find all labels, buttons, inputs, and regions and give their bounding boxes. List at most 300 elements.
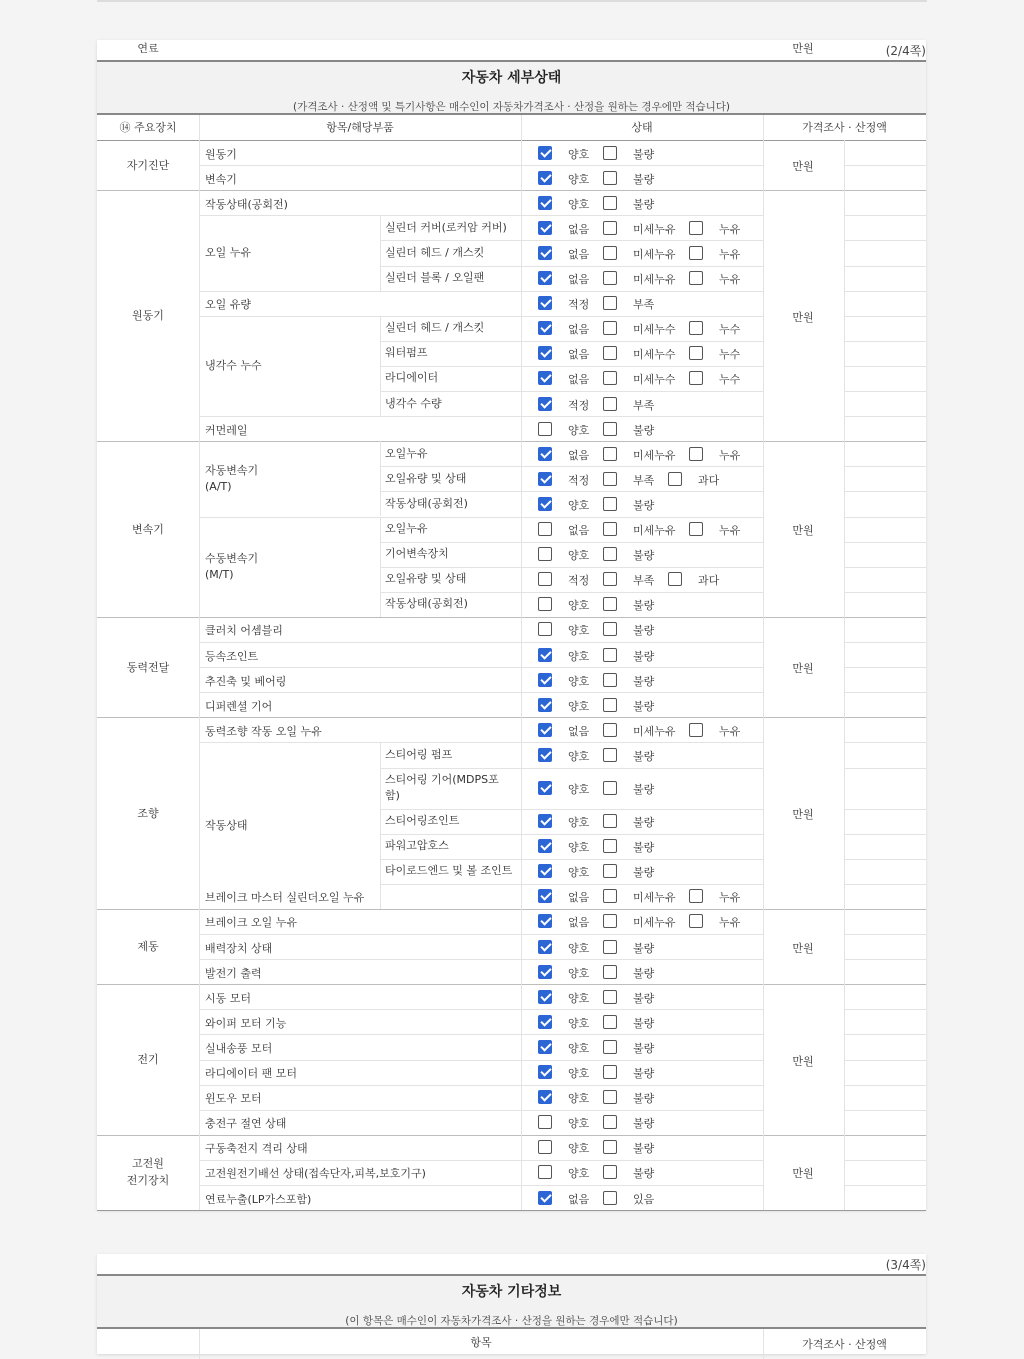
status-option-label: 불량 bbox=[633, 941, 655, 955]
price-unit: 만원 bbox=[792, 662, 814, 676]
status-option-label: 없음 bbox=[568, 448, 590, 462]
row-divider bbox=[199, 934, 763, 935]
header-bottom-line bbox=[97, 140, 926, 141]
status-option-label: 누유 bbox=[719, 891, 741, 905]
page-number: (2/4쪽) bbox=[885, 44, 926, 58]
row-divider bbox=[199, 1009, 763, 1010]
status-checkbox[interactable] bbox=[603, 597, 617, 611]
status-checkbox[interactable] bbox=[689, 522, 703, 536]
status-checkbox[interactable] bbox=[538, 321, 552, 335]
price-row-divider bbox=[844, 592, 926, 593]
group-label: 자동변속기 (A/T) bbox=[205, 463, 259, 493]
status-option-label: 불량 bbox=[633, 549, 655, 563]
section-name: 변속기 bbox=[132, 522, 164, 536]
row-divider bbox=[199, 416, 763, 417]
price-row-divider bbox=[844, 291, 926, 292]
price-row-divider bbox=[844, 366, 926, 367]
status-checkbox[interactable] bbox=[603, 723, 617, 737]
row-divider bbox=[380, 592, 763, 593]
section-name: 원동기 bbox=[132, 309, 164, 323]
status-option-label: 양호 bbox=[568, 749, 590, 763]
price-unit: 만원 bbox=[792, 808, 814, 822]
status-option-label: 불량 bbox=[633, 423, 655, 437]
status-checkbox[interactable] bbox=[603, 673, 617, 687]
price-row-divider bbox=[844, 266, 926, 267]
status-option-label: 미세누유 bbox=[633, 891, 676, 905]
status-checkbox[interactable] bbox=[538, 864, 552, 878]
status-checkbox[interactable] bbox=[538, 146, 552, 160]
status-checkbox[interactable] bbox=[538, 346, 552, 360]
price-row-divider bbox=[844, 1185, 926, 1186]
status-option-label: 미세누유 bbox=[633, 273, 676, 287]
status-checkbox[interactable] bbox=[538, 497, 552, 511]
status-checkbox[interactable] bbox=[689, 914, 703, 928]
sub-item-label: 작동상태(공회전) bbox=[385, 597, 468, 611]
sub-item-label: 워터펌프 bbox=[385, 346, 428, 360]
status-checkbox[interactable] bbox=[603, 748, 617, 762]
sub-item-label: 실린더 블록 / 오일팬 bbox=[385, 271, 485, 285]
page-2 bbox=[97, 40, 926, 1210]
status-option-label: 불량 bbox=[633, 599, 655, 613]
status-checkbox[interactable] bbox=[603, 146, 617, 160]
status-option-label: 양호 bbox=[568, 699, 590, 713]
status-checkbox[interactable] bbox=[603, 1090, 617, 1104]
status-option-label: 없음 bbox=[568, 1192, 590, 1206]
status-checkbox[interactable] bbox=[538, 814, 552, 828]
item-label: 브레이크 오일 누유 bbox=[205, 916, 298, 930]
status-checkbox[interactable] bbox=[538, 673, 552, 687]
status-checkbox[interactable] bbox=[603, 814, 617, 828]
status-option-label: 불량 bbox=[633, 816, 655, 830]
section-subtitle: (가격조사 · 산정액 및 특기사항은 매수인이 자동차가격조사 · 산정을 원하는 경우에만 적습니다) bbox=[292, 101, 730, 113]
status-checkbox[interactable] bbox=[668, 472, 682, 486]
row-divider bbox=[199, 642, 763, 643]
row-divider bbox=[199, 1085, 763, 1086]
price-row-divider bbox=[844, 934, 926, 935]
status-option-label: 불량 bbox=[633, 674, 655, 688]
status-checkbox[interactable] bbox=[603, 990, 617, 1004]
status-option-label: 미세누유 bbox=[633, 247, 676, 261]
status-checkbox[interactable] bbox=[538, 1065, 552, 1079]
status-option-label: 양호 bbox=[568, 1016, 590, 1030]
row-divider bbox=[380, 809, 763, 810]
status-option-label: 미세누유 bbox=[633, 524, 676, 538]
status-option-label: 누수 bbox=[719, 348, 741, 362]
row-divider bbox=[199, 742, 763, 743]
status-checkbox[interactable] bbox=[603, 371, 617, 385]
status-option-label: 양호 bbox=[568, 649, 590, 663]
price-row-divider bbox=[844, 1034, 926, 1035]
item-label: 변속기 bbox=[205, 172, 237, 186]
col-divider bbox=[199, 140, 200, 1210]
price-unit: 만원 bbox=[792, 310, 814, 324]
price-unit: 만원 bbox=[792, 42, 814, 55]
status-option-label: 불량 bbox=[633, 1142, 655, 1156]
status-checkbox[interactable] bbox=[603, 196, 617, 210]
price-row-divider bbox=[844, 316, 926, 317]
status-option-label: 양호 bbox=[568, 966, 590, 980]
status-option-label: 양호 bbox=[568, 1117, 590, 1131]
price-row-divider bbox=[844, 742, 926, 743]
status-checkbox[interactable] bbox=[603, 839, 617, 853]
row-divider bbox=[380, 884, 763, 885]
sub-item-label: 오일유량 및 상태 bbox=[385, 572, 467, 586]
item-label: 시동 모터 bbox=[205, 991, 252, 1005]
row-divider bbox=[199, 165, 763, 166]
section-divider bbox=[97, 617, 926, 618]
section-name: 조향 bbox=[137, 806, 159, 820]
status-option-label: 양호 bbox=[568, 1167, 590, 1181]
table-bottom-line bbox=[97, 1210, 926, 1211]
status-option-label: 적정 bbox=[568, 473, 590, 487]
status-option-label: 불량 bbox=[633, 1016, 655, 1030]
status-checkbox[interactable] bbox=[538, 914, 552, 928]
status-option-label: 양호 bbox=[568, 549, 590, 563]
status-option-label: 양호 bbox=[568, 866, 590, 880]
item-label: 오일 유량 bbox=[205, 298, 252, 312]
status-option-label: 누유 bbox=[719, 916, 741, 930]
section-title: 자동차 세부상태 bbox=[461, 70, 562, 86]
status-checkbox[interactable] bbox=[538, 748, 552, 762]
status-option-label: 불량 bbox=[633, 1041, 655, 1055]
status-checkbox[interactable] bbox=[603, 572, 617, 586]
col-divider bbox=[844, 140, 845, 1210]
status-option-label: 미세누유 bbox=[633, 448, 676, 462]
item-label: 와이퍼 모터 기능 bbox=[205, 1016, 287, 1030]
status-option-label: 불량 bbox=[633, 699, 655, 713]
col-header-status: 상태 bbox=[631, 121, 653, 134]
status-checkbox[interactable] bbox=[538, 422, 552, 436]
status-checkbox[interactable] bbox=[689, 723, 703, 737]
price-row-divider bbox=[844, 692, 926, 693]
row-divider bbox=[199, 692, 763, 693]
section-subtitle: (이 항목은 매수인이 자동차가격조사 · 산정을 원하는 경우에만 적습니다) bbox=[345, 1315, 678, 1327]
item-label: 디퍼렌셜 기어 bbox=[205, 699, 273, 713]
status-checkbox[interactable] bbox=[689, 371, 703, 385]
status-option-label: 불량 bbox=[633, 783, 655, 796]
status-checkbox[interactable] bbox=[603, 547, 617, 561]
status-checkbox[interactable] bbox=[689, 271, 703, 285]
price-row-divider bbox=[844, 884, 926, 885]
item-label: 커먼레일 bbox=[205, 423, 248, 437]
status-checkbox[interactable] bbox=[538, 622, 552, 636]
page-number: (3/4쪽) bbox=[885, 1258, 926, 1272]
sub-col-divider bbox=[380, 517, 381, 617]
status-checkbox[interactable] bbox=[538, 990, 552, 1004]
status-option-label: 불량 bbox=[633, 1167, 655, 1181]
status-checkbox[interactable] bbox=[603, 1040, 617, 1054]
item-label: 구동축전지 격리 상태 bbox=[205, 1142, 308, 1156]
status-option-label: 불량 bbox=[633, 1117, 655, 1131]
price-row-divider bbox=[844, 391, 926, 392]
previous-page-edge bbox=[97, 0, 927, 2]
status-checkbox[interactable] bbox=[603, 914, 617, 928]
status-checkbox[interactable] bbox=[603, 1191, 617, 1205]
row-divider bbox=[380, 567, 763, 568]
status-option-label: 없음 bbox=[568, 916, 590, 930]
status-option-label: 양호 bbox=[568, 816, 590, 830]
status-option-label: 불량 bbox=[633, 749, 655, 763]
price-row-divider bbox=[844, 341, 926, 342]
sub-col-divider bbox=[380, 316, 381, 416]
status-option-label: 누유 bbox=[719, 273, 741, 287]
section-name: 동력전달 bbox=[126, 660, 170, 674]
status-checkbox[interactable] bbox=[603, 497, 617, 511]
status-checkbox[interactable] bbox=[603, 622, 617, 636]
status-checkbox[interactable] bbox=[538, 271, 552, 285]
col-header-price: 가격조사 · 산정액 bbox=[802, 1338, 887, 1351]
status-checkbox[interactable] bbox=[689, 889, 703, 903]
status-checkbox[interactable] bbox=[689, 246, 703, 260]
sub-item-label: 오일누유 bbox=[385, 522, 428, 536]
status-option-label: 없음 bbox=[568, 273, 590, 287]
status-checkbox[interactable] bbox=[603, 648, 617, 662]
status-checkbox[interactable] bbox=[603, 522, 617, 536]
status-checkbox[interactable] bbox=[538, 171, 552, 185]
status-checkbox[interactable] bbox=[603, 246, 617, 260]
price-row-divider bbox=[844, 834, 926, 835]
status-checkbox[interactable] bbox=[689, 346, 703, 360]
item-label: 원동기 bbox=[205, 147, 237, 161]
status-checkbox[interactable] bbox=[538, 648, 552, 662]
section-divider bbox=[97, 717, 926, 718]
price-row-divider bbox=[844, 1085, 926, 1086]
status-option-label: 부족 bbox=[633, 298, 655, 312]
status-option-label: 미세누수 bbox=[633, 373, 676, 387]
row-divider bbox=[380, 341, 763, 342]
status-option-label: 적정 bbox=[568, 298, 590, 312]
status-checkbox[interactable] bbox=[538, 522, 552, 536]
col-header-device: ⑭ 주요장치 bbox=[119, 121, 177, 134]
status-checkbox[interactable] bbox=[603, 1165, 617, 1179]
price-unit: 만원 bbox=[792, 524, 814, 538]
status-option-label: 과다 bbox=[698, 574, 720, 588]
status-checkbox[interactable] bbox=[538, 246, 552, 260]
status-checkbox[interactable] bbox=[538, 940, 552, 954]
section-title: 자동차 기타정보 bbox=[461, 1284, 562, 1300]
status-checkbox[interactable] bbox=[538, 1165, 552, 1179]
status-option-label: 불량 bbox=[633, 1092, 655, 1106]
price-row-divider bbox=[844, 1160, 926, 1161]
col-divider bbox=[521, 115, 522, 140]
status-checkbox[interactable] bbox=[603, 296, 617, 310]
status-option-label: 누유 bbox=[719, 524, 741, 538]
status-option-label: 불량 bbox=[633, 866, 655, 880]
row-divider bbox=[380, 542, 763, 543]
status-checkbox[interactable] bbox=[603, 698, 617, 712]
price-row-divider bbox=[844, 165, 926, 166]
status-checkbox[interactable] bbox=[538, 1140, 552, 1154]
status-checkbox[interactable] bbox=[538, 472, 552, 486]
status-checkbox[interactable] bbox=[603, 1115, 617, 1129]
status-option-label: 없음 bbox=[568, 891, 590, 905]
group-label: 수동변속기 (M/T) bbox=[205, 551, 259, 581]
status-checkbox[interactable] bbox=[603, 346, 617, 360]
col-header-item: 항목/해당부품 bbox=[326, 121, 394, 134]
price-row-divider bbox=[844, 466, 926, 467]
status-checkbox[interactable] bbox=[603, 889, 617, 903]
sub-item-label: 타이로드엔드 및 볼 조인트 bbox=[385, 864, 513, 878]
price-row-divider bbox=[844, 240, 926, 241]
status-checkbox[interactable] bbox=[538, 196, 552, 210]
status-option-label: 누수 bbox=[719, 323, 741, 337]
status-checkbox[interactable] bbox=[538, 965, 552, 979]
item-label: 브레이크 마스터 실린더오일 누유 bbox=[205, 891, 365, 905]
status-option-label: 미세누수 bbox=[633, 348, 676, 362]
section-divider bbox=[97, 441, 926, 442]
price-row-divider bbox=[844, 768, 926, 769]
status-checkbox[interactable] bbox=[603, 271, 617, 285]
item-label: 배력장치 상태 bbox=[205, 941, 273, 955]
row-divider bbox=[199, 1110, 763, 1111]
status-checkbox[interactable] bbox=[603, 472, 617, 486]
status-checkbox[interactable] bbox=[603, 397, 617, 411]
col-header-price: 가격조사 · 산정액 bbox=[802, 121, 887, 134]
status-option-label: 적정 bbox=[568, 574, 590, 588]
row-divider bbox=[199, 1034, 763, 1035]
status-option-label: 양호 bbox=[568, 1067, 590, 1081]
price-row-divider bbox=[844, 542, 926, 543]
item-label: 고전원전기배선 상태(접속단자,피복,보호기구) bbox=[205, 1167, 426, 1181]
row-divider bbox=[199, 517, 763, 518]
section-name: 자기진단 bbox=[126, 158, 170, 172]
status-option-label: 양호 bbox=[568, 1142, 590, 1156]
status-checkbox[interactable] bbox=[603, 422, 617, 436]
row-divider bbox=[380, 768, 763, 769]
status-option-label: 누유 bbox=[719, 222, 741, 236]
status-checkbox[interactable] bbox=[689, 447, 703, 461]
row-divider bbox=[380, 391, 763, 392]
status-option-label: 누수 bbox=[719, 373, 741, 387]
status-option-label: 누유 bbox=[719, 724, 741, 738]
status-checkbox[interactable] bbox=[603, 321, 617, 335]
item-label: 동력조향 작동 오일 누유 bbox=[205, 724, 322, 738]
status-option-label: 양호 bbox=[568, 172, 590, 186]
status-checkbox[interactable] bbox=[538, 572, 552, 586]
status-option-label: 양호 bbox=[568, 841, 590, 855]
status-checkbox[interactable] bbox=[603, 940, 617, 954]
section-name: 제동 bbox=[137, 940, 159, 954]
status-checkbox[interactable] bbox=[538, 447, 552, 461]
item-label: 라디에이터 팬 모터 bbox=[205, 1067, 298, 1081]
status-option-label: 미세누유 bbox=[633, 724, 676, 738]
status-option-label: 미세누유 bbox=[633, 916, 676, 930]
price-row-divider bbox=[844, 215, 926, 216]
status-checkbox[interactable] bbox=[603, 171, 617, 185]
status-option-label: 양호 bbox=[568, 941, 590, 955]
sub-col-divider bbox=[380, 441, 381, 516]
status-checkbox[interactable] bbox=[538, 397, 552, 411]
status-checkbox[interactable] bbox=[603, 1140, 617, 1154]
price-row-divider bbox=[844, 809, 926, 810]
status-checkbox[interactable] bbox=[603, 221, 617, 235]
status-checkbox[interactable] bbox=[538, 597, 552, 611]
status-checkbox[interactable] bbox=[538, 723, 552, 737]
status-checkbox[interactable] bbox=[603, 1015, 617, 1029]
section-divider bbox=[97, 984, 926, 985]
status-checkbox[interactable] bbox=[603, 864, 617, 878]
section-divider bbox=[97, 909, 926, 910]
status-checkbox[interactable] bbox=[538, 1040, 552, 1054]
row-divider bbox=[199, 667, 763, 668]
status-checkbox[interactable] bbox=[668, 572, 682, 586]
status-checkbox[interactable] bbox=[538, 296, 552, 310]
section-header bbox=[97, 60, 926, 115]
status-option-label: 적정 bbox=[568, 398, 590, 412]
status-option-label: 불량 bbox=[633, 172, 655, 186]
status-checkbox[interactable] bbox=[538, 889, 552, 903]
status-option-label: 없음 bbox=[568, 524, 590, 538]
col-header-item: 항목 bbox=[470, 1336, 492, 1349]
status-checkbox[interactable] bbox=[538, 781, 552, 795]
status-option-label: 양호 bbox=[568, 1092, 590, 1106]
row-divider bbox=[380, 240, 763, 241]
sub-col-divider bbox=[380, 742, 381, 909]
sub-item-label: 실린더 커버(로커암 커버) bbox=[385, 220, 507, 234]
status-checkbox[interactable] bbox=[538, 1090, 552, 1104]
item-label: 윈도우 모터 bbox=[205, 1092, 262, 1106]
price-row-divider bbox=[844, 642, 926, 643]
sub-item-label: 파워고압호스 bbox=[385, 839, 449, 853]
row-divider bbox=[199, 291, 763, 292]
section-name: 고전원 전기장치 bbox=[126, 1157, 170, 1188]
status-option-label: 없음 bbox=[568, 323, 590, 337]
item-label: 등속조인트 bbox=[205, 649, 259, 663]
sub-item-label: 실린더 헤드 / 개스킷 bbox=[385, 245, 485, 259]
price-unit: 만원 bbox=[792, 1167, 814, 1181]
price-row-divider bbox=[844, 567, 926, 568]
status-checkbox[interactable] bbox=[538, 371, 552, 385]
group-label: 작동상태 bbox=[205, 818, 248, 832]
status-checkbox[interactable] bbox=[538, 547, 552, 561]
sub-item-label: 스티어링 기어(MDPS포 함) bbox=[385, 773, 499, 802]
col-divider bbox=[199, 115, 200, 140]
status-checkbox[interactable] bbox=[538, 698, 552, 712]
status-checkbox[interactable] bbox=[689, 221, 703, 235]
status-checkbox[interactable] bbox=[538, 1115, 552, 1129]
status-checkbox[interactable] bbox=[603, 965, 617, 979]
status-checkbox[interactable] bbox=[538, 221, 552, 235]
status-checkbox[interactable] bbox=[538, 1015, 552, 1029]
price-row-divider bbox=[844, 517, 926, 518]
status-option-label: 양호 bbox=[568, 147, 590, 161]
sub-item-label: 스티어링조인트 bbox=[385, 814, 460, 828]
status-option-label: 불량 bbox=[633, 649, 655, 663]
status-option-label: 불량 bbox=[633, 841, 655, 855]
status-checkbox[interactable] bbox=[538, 839, 552, 853]
status-option-label: 과다 bbox=[698, 473, 720, 487]
col-divider bbox=[763, 140, 764, 1210]
status-checkbox[interactable] bbox=[603, 1065, 617, 1079]
item-label: 발전기 출력 bbox=[205, 966, 262, 980]
status-option-label: 불량 bbox=[633, 624, 655, 638]
row-divider bbox=[199, 1160, 763, 1161]
status-option-label: 미세누유 bbox=[633, 222, 676, 236]
status-checkbox[interactable] bbox=[538, 1191, 552, 1205]
status-checkbox[interactable] bbox=[603, 781, 617, 795]
item-label: 충전구 절연 상태 bbox=[205, 1117, 287, 1131]
status-option-label: 누유 bbox=[719, 247, 741, 261]
status-option-label: 양호 bbox=[568, 1041, 590, 1055]
item-label: 추진축 및 베어링 bbox=[205, 674, 287, 688]
status-checkbox[interactable] bbox=[689, 321, 703, 335]
price-row-divider bbox=[844, 859, 926, 860]
price-row-divider bbox=[844, 1060, 926, 1061]
item-label: 클러치 어셈블리 bbox=[205, 624, 283, 638]
status-checkbox[interactable] bbox=[603, 447, 617, 461]
price-row-divider bbox=[844, 1110, 926, 1111]
section-name: 연료 bbox=[137, 42, 159, 55]
